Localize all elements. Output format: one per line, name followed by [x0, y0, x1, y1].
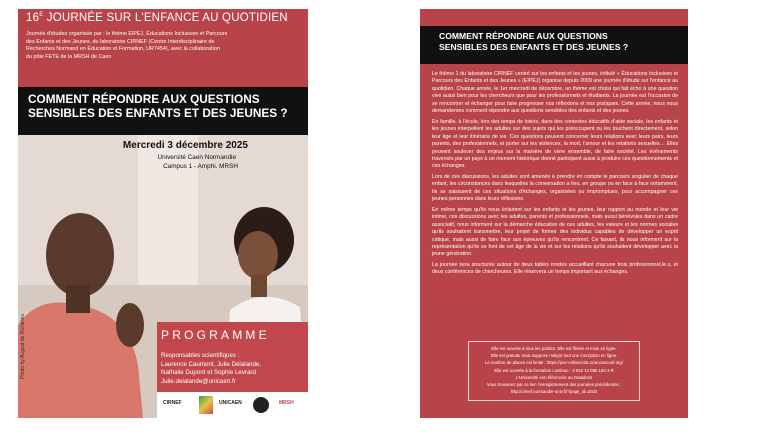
- paragraph: Lors de ces discussions, les adultes sont amenés à prendre en compte le parcours singulier de chaque enfant, les circonstances dans lesquelles la conversation a lieu, en groupe ou en face à face notamment. Ils se saisissent de ces situations d'échanges, organisées ou impromptues, pour accompagner ces jeunes personnes dans leurs réflexions.: [432, 173, 678, 203]
- practical-info-box: Elle est ouverte à tous les publics. Elle est filmée et mise en ligne. Elle est gratuite mais suppose malgré tout une inscription en ligne. Le nombre de places est limité : https://jour-enfance25.sciencesconf.org/ Elle est ouverte à la formation continue : 3 042 14 085 100 4 R L'Université est référencée au Datadock Vous trouverez par ce lien l'enregistrement des journées précédentes : http://cirnef.normandie-univ.fr/?page_id=2022: [468, 341, 640, 401]
- scientific-leads: Responsables scientifiques : Laurence Caumont, Julie Delalande, Nathalie Dupont et Sophie Levrard Julie.delalande@unicaen.fr: [161, 352, 262, 385]
- photo-credit: Photo by August de Richelieu: [20, 313, 26, 379]
- event-venue: Université Caen Normandie: [157, 154, 236, 161]
- organizers-intro: Journée d'études organisée par : le thème EIPEJ, Éducations Inclusives et Parcours des Enfants et des Jeunes, du laboratoire CIRNEF (Centre Interdisciplinaire de Recherches Normand en Éducation et Formation, UR7454), avec la collaboration du pôle FETE de la MRSH de Caen: [26, 31, 228, 60]
- description-banner: COMMENT RÉPONDRE AUX QUESTIONS SENSIBLES DES ENFANTS ET DES JEUNES ?: [420, 26, 688, 64]
- contact-email[interactable]: Julie.delalande@unicaen.fr: [161, 377, 236, 385]
- unicaen-logo: UNICAEN: [219, 400, 242, 406]
- partner-logos: [157, 392, 308, 418]
- paragraph: En même temps qu'ils nous éclairent sur les enfants et les jeunes, leur rapport au monde et leur vie intime, ces discussions avec les adultes, parents et professionnels, mais aussi bénévoles dans un cadre associatif, nous informent sur la démarche éducative de ces adultes, les valeurs et les normes sociales qu'ils souhaitent transmettre, leur projet de former des individus capables de développer un esprit critique, mais aussi de faire face aux épreuves qu'ils rencontrent. Ce faisant, ils nous informent sur la représentation qu'ils se font de cet âge de la vie et sur les relations qu'ils souhaitent développer avec la jeune génération.: [432, 206, 678, 258]
- cirnef-logo: CIRNEF: [163, 400, 182, 406]
- event-room: Campus 1 - Amphi. MRSH: [163, 163, 238, 170]
- paragraph: La journée sera structurée autour de deux tables rondes accueillant chacune trois professionnel.le.s, et deux conférences de chercheures. Elle réservera un temps important aux échanges.: [432, 261, 678, 276]
- mrsh-logo: MRSH: [279, 400, 294, 406]
- flyer-cover-page: [18, 9, 308, 418]
- colorful-logo-icon: [199, 396, 213, 414]
- archive-link[interactable]: http://cirnef.normandie-univ.fr/?page_id=2022: [510, 389, 598, 395]
- programme-label: PROGRAMME: [161, 328, 270, 342]
- registration-link[interactable]: Le nombre de places est limité : https://jour-enfance25.sciencesconf.org/: [484, 360, 624, 366]
- event-title: $16^E$ JOURNÉE SUR L'ENFANCE AU QUOTIDIEN: [26, 12, 288, 24]
- description-text: [432, 71, 678, 280]
- flyer-description-page: [420, 9, 688, 418]
- paragraph: En famille, à l'école, lors des temps de loisirs, dans des contextes éducatifs d'aide sociale, les enfants et les jeunes interpellent les adultes sur des sujets qui les préoccupent ou les touchent directement, selon leur âge et leur itinéraire de vie. Ces questions peuvent concerner leurs relations avec leurs pairs, leurs parents, des professionnels, et porter sur les violences, la mort, l'amour et les relations sexuelles… Elles peuvent soulever des enjeux sur la manière de vivre ensemble, de faire société. Les événements traversés par un pays à un moment historique donné participent aussi à produire ces questionnements et ces échanges.: [432, 118, 678, 170]
- paragraph: Le thème 1 du laboratoire CIRNEF centré sur les enfants et les jeunes, intitulé « Éducations Inclusives et Parcours des Enfants et des Jeunes » (EIPEJ) organise depuis 2009 une journée d'étude sur l'enfance au quotidien. Chaque année, le 1er mercredi de décembre, un thème est choisi qui fait écho à une question vive aussi bien pour les chercheurs que pour les professionnels et étudiants. La journée est l'occasion de se rencontrer et échanger pour faire progresser nos réflexions et nos pratiques. Cette année, nous nous demanderons comment répondre aux questions sensibles des enfants et des jeunes.: [432, 71, 678, 115]
- event-date: Mercredi 3 décembre 2025: [122, 140, 248, 151]
- headline-banner: COMMENT RÉPONDRE AUX QUESTIONS SENSIBLES DES ENFANTS ET DES JEUNES ?: [18, 87, 308, 135]
- circle-logo-icon: [253, 397, 269, 413]
